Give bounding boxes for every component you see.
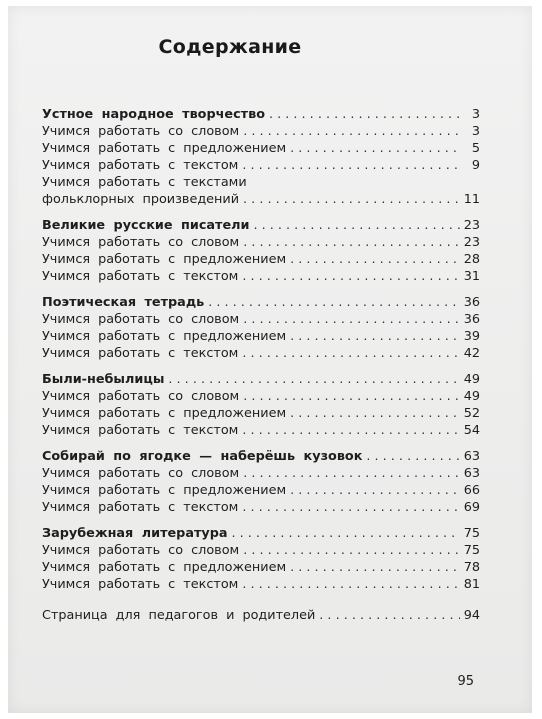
- toc-section: [42, 106, 480, 208]
- dot-leader: [168, 371, 459, 388]
- toc-section: [42, 525, 480, 593]
- toc-entry-page: 52: [463, 406, 480, 421]
- toc-entry-page: 49: [463, 389, 480, 404]
- toc-entry-label: Учимся работать со словом: [42, 543, 240, 558]
- toc-entry-page: 81: [463, 577, 480, 592]
- toc-entry-label: Учимся работать со словом: [42, 466, 240, 481]
- toc-entry: [42, 482, 480, 499]
- dot-leader: [243, 234, 460, 251]
- dot-leader: [243, 388, 460, 405]
- toc-entry-label: Учимся работать со словом: [42, 312, 240, 327]
- toc-entry-label: Учимся работать с предложением: [42, 483, 287, 498]
- dot-leader: [290, 328, 460, 345]
- toc-entry-page: 54: [463, 423, 480, 438]
- page-title: Содержание: [158, 36, 302, 58]
- toc-entry-label: Учимся работать с предложением: [42, 406, 287, 421]
- toc-entry-page: 75: [463, 526, 480, 541]
- toc-entry-page: 39: [463, 329, 480, 344]
- toc-entry: [42, 234, 480, 251]
- toc-section-heading: [42, 448, 480, 465]
- toc-entry-page: 23: [463, 218, 480, 233]
- dot-leader: [208, 294, 459, 311]
- toc-entry-page: 23: [463, 235, 480, 250]
- toc-section-heading: [42, 371, 480, 388]
- toc-entry-label: Учимся работать с предложением: [42, 329, 287, 344]
- toc-entry-page: 9: [471, 158, 480, 173]
- dot-leader: [242, 345, 459, 362]
- toc-entry-page: 49: [463, 372, 480, 387]
- dot-leader: [290, 251, 460, 268]
- toc-entry-page: 5: [471, 141, 480, 156]
- toc-entry: [42, 345, 480, 362]
- toc-entry-page: 31: [463, 269, 480, 284]
- dot-leader: [290, 559, 460, 576]
- toc-entry: [42, 157, 480, 174]
- toc-entry: [42, 542, 480, 559]
- toc-entry-label-line: [42, 174, 480, 191]
- toc-entry: [42, 311, 480, 328]
- toc-entry: [42, 191, 480, 208]
- dot-leader: [242, 422, 459, 439]
- dot-leader: [243, 123, 460, 140]
- toc-entry: [42, 576, 480, 593]
- toc-entry-parents: [42, 607, 480, 624]
- toc-entry-page: 36: [463, 295, 480, 310]
- book-page: [8, 6, 532, 713]
- dot-leader: [290, 482, 460, 499]
- toc-entry: [42, 422, 480, 439]
- toc-entry-label: Учимся работать со словом: [42, 389, 240, 404]
- toc-entry-page: 42: [463, 346, 480, 361]
- toc-entry-label: Учимся работать со словом: [42, 235, 240, 250]
- toc-entry-page: 3: [471, 107, 480, 122]
- dot-leader: [253, 217, 459, 234]
- toc-entry-label: Учимся работать с текстом: [42, 423, 239, 438]
- toc-sections: [42, 106, 480, 593]
- dot-leader: [243, 311, 460, 328]
- toc-entry-page: 75: [463, 543, 480, 558]
- toc-entry-label: Учимся работать с текстами: [42, 175, 247, 190]
- dot-leader: [242, 499, 459, 516]
- toc-entry-page: 94: [463, 608, 480, 623]
- toc-entry-label: Учимся работать с текстом: [42, 500, 239, 515]
- toc-entry-label: Учимся работать с текстом: [42, 346, 239, 361]
- dot-leader: [242, 268, 459, 285]
- toc-entry-page: 78: [463, 560, 480, 575]
- toc-entry-label: Учимся работать с предложением: [42, 560, 287, 575]
- toc-entry-label: фольклорных произведений: [42, 192, 240, 207]
- toc-entry-label: Поэтическая тетрадь: [42, 295, 205, 310]
- toc-entry-page: 69: [463, 500, 480, 515]
- toc-entry-label: Учимся работать с текстом: [42, 269, 239, 284]
- dot-leader: [366, 448, 459, 465]
- dot-leader: [290, 405, 460, 422]
- toc-entry-label: Учимся работать с текстом: [42, 577, 239, 592]
- dot-leader: [243, 542, 460, 559]
- toc-entry-label: Великие русские писатели: [42, 218, 250, 233]
- toc-section-heading: [42, 525, 480, 542]
- toc-section-heading: [42, 294, 480, 311]
- toc-entry: [42, 405, 480, 422]
- toc-entry-label: Учимся работать с предложением: [42, 141, 287, 156]
- toc-entry-page: 66: [463, 483, 480, 498]
- toc-entry-label: Были-небылицы: [42, 372, 165, 387]
- toc-entry-page: 63: [463, 449, 480, 464]
- toc-entry: [42, 559, 480, 576]
- dot-leader: [290, 140, 460, 157]
- toc-entry-label: Страница для педагогов и родителей: [42, 608, 316, 623]
- toc-section: [42, 217, 480, 285]
- toc-entry-label: Учимся работать со словом: [42, 124, 240, 139]
- toc-entry: [42, 465, 480, 482]
- dot-leader: [319, 607, 459, 624]
- toc-section: [42, 371, 480, 439]
- toc-entry: [42, 123, 480, 140]
- table-of-contents: [42, 106, 480, 624]
- toc-entry: [42, 251, 480, 268]
- toc-entry-page: 36: [463, 312, 480, 327]
- dot-leader: [243, 465, 460, 482]
- toc-section-heading: [42, 106, 480, 123]
- toc-entry: [42, 499, 480, 516]
- toc-section: [42, 294, 480, 362]
- toc-section: [42, 448, 480, 516]
- toc-entry-page: 28: [463, 252, 480, 267]
- toc-entry-label: Учимся работать с предложением: [42, 252, 287, 267]
- dot-leader: [232, 525, 460, 542]
- toc-entry-label: Собирай по ягодке — наберёшь кузовок: [42, 449, 363, 464]
- dot-leader: [243, 191, 460, 208]
- dot-leader: [242, 576, 459, 593]
- toc-entry: [42, 140, 480, 157]
- toc-entry: [42, 268, 480, 285]
- toc-entry: [42, 388, 480, 405]
- toc-entry-label: Учимся работать с текстом: [42, 158, 239, 173]
- toc-entry-label: Устное народное творчество: [42, 107, 265, 122]
- dot-leader: [269, 106, 460, 123]
- dot-leader: [242, 157, 460, 174]
- toc-entry-page: 11: [463, 192, 480, 207]
- toc-section-heading: [42, 217, 480, 234]
- toc-entry: [42, 328, 480, 345]
- page-number: 95: [457, 674, 474, 689]
- toc-entry-page: 3: [471, 124, 480, 139]
- toc-entry-label: Зарубежная литература: [42, 526, 228, 541]
- toc-entry-page: 63: [463, 466, 480, 481]
